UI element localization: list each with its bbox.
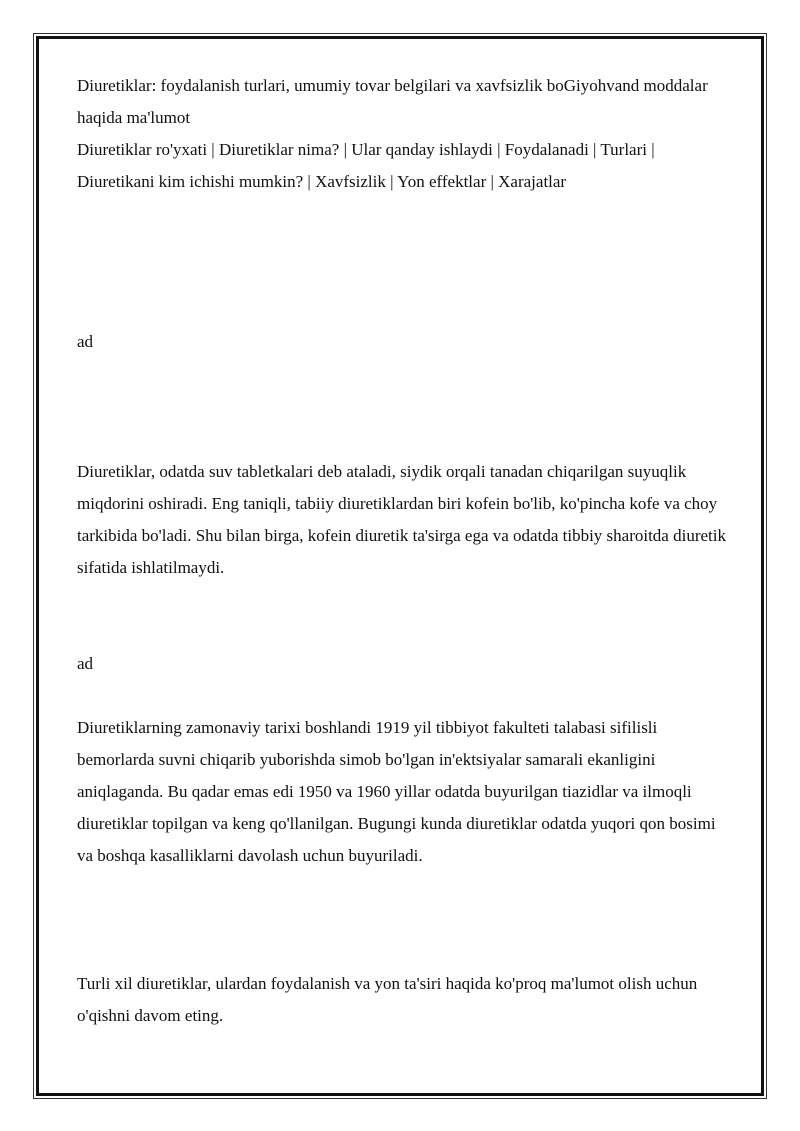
ad-label: ad	[77, 654, 94, 673]
paragraph-intro: Diuretiklar, odatda suv tabletkalari deb ataladi, siydik orqali tanadan chiqarilgan suyuqlik miqdorini oshiradi. Eng taniqli, tabiiy diuretiklardan biri kofein bo'lib, ko'pincha kofe va choy tarkibida bo'ladi. Shu bilan birga, kofein diuretik ta'sirga ega va odatda tibbiy sharoitda diuretik sifatida ishlatilmaydi.	[77, 462, 726, 577]
section-nav-links[interactable]: Diuretiklar ro'yxati | Diuretiklar nima? | Ular qanday ishlaydi | Foydalanadi | Turlari | Diuretikani kim ichishi mumkin? | Xavfsizlik | Yon effektlar | Xarajatlar	[77, 140, 655, 191]
document-body	[77, 70, 727, 1032]
paragraph-continue: Turli xil diuretiklar, ulardan foydalanish va yon ta'siri haqida ko'proq ma'lumot olish uchun o'qishni davom eting.	[77, 974, 698, 1025]
paragraph-history: Diuretiklarning zamonaviy tarixi boshlandi 1919 yil tibbiyot fakulteti talabasi sifilisli bemorlarda suvni chiqarib yuborishda simob bo'lgan in'ektsiyalar samarali ekanligini aniqlaganda. Bu qadar emas edi 1950 va 1960 yillar odatda buyurilgan tiazidlar va ilmoqli diuretiklar topilgan va keng qo'llanilgan. Bugungi kunda diuretiklar odatda yuqori qon bosimi va boshqa kasalliklarni davolash uchun buyuriladi.	[77, 718, 716, 865]
document-title: Diuretiklar: foydalanish turlari, umumiy tovar belgilari va xavfsizlik boGiyohvand moddalar haqida ma'lumot	[77, 76, 708, 127]
ad-label: ad	[77, 332, 94, 351]
